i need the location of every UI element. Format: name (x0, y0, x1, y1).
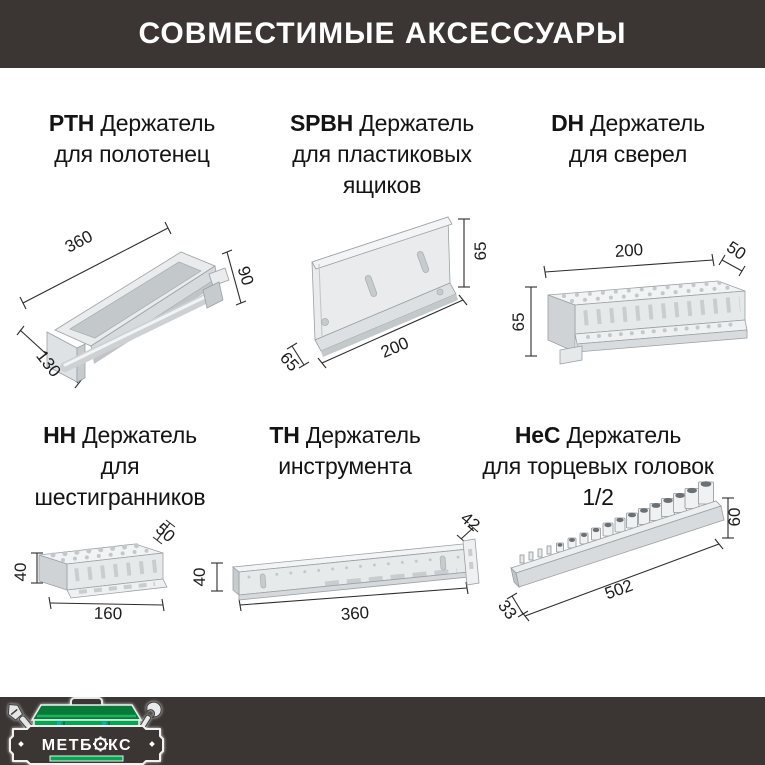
dim-label: 65 (275, 348, 303, 376)
product-title-pth (12, 108, 252, 170)
title-rest: инструмента (278, 453, 412, 479)
title-rest: для полотенец (54, 141, 210, 167)
dim-label: 502 (602, 575, 636, 604)
dim-label: 33 (494, 596, 521, 623)
product-title-spbh (262, 108, 502, 201)
title-rest: для торцевых головок 1/2 (482, 453, 714, 510)
product-render-th (190, 495, 490, 635)
socket-holder-illustration (480, 470, 765, 645)
dim-label: 200 (378, 333, 412, 362)
logo-green-bar (50, 756, 123, 761)
title-line1: TH Держатель (269, 422, 421, 448)
dim-label: 42 (456, 508, 484, 535)
product-render-dh (508, 225, 760, 390)
title-rest: для шестигранников (34, 453, 206, 510)
dim-label: 90 (233, 263, 258, 288)
brand-text-right: КС (108, 737, 133, 754)
dim-label: 50 (723, 237, 750, 264)
dim-label: 360 (61, 226, 96, 257)
product-render-spbh (268, 210, 498, 380)
brand-text-left: МЕТБ (41, 737, 93, 754)
dim-label: 50 (151, 519, 179, 547)
dim-label: 160 (93, 603, 123, 624)
product-render-pth (15, 212, 258, 390)
gear-icon (93, 737, 108, 752)
title-line1: PTH Держатель (48, 110, 216, 136)
dim-label: 360 (340, 603, 370, 624)
title-rest: для пластиковых ящиков (292, 141, 472, 198)
title-line1: HH Держатель (43, 422, 197, 448)
dim-label: 65 (471, 241, 490, 261)
page-title: СОВМЕСТИМЫЕ АКСЕССУАРЫ (138, 17, 627, 50)
metbox-logo (5, 697, 168, 765)
hex-holder-illustration (15, 495, 235, 635)
product-render-hh (11, 495, 235, 635)
header-band (0, 0, 765, 68)
dim-label: 40 (190, 567, 209, 587)
title-line1: HeC Держатель (514, 422, 682, 448)
product-render-hec (480, 470, 765, 645)
dim-label: 65 (509, 312, 528, 332)
product-title-dh (508, 108, 748, 170)
title-line1: DH Держатель (551, 110, 705, 136)
title-rest: для сверел (568, 141, 688, 167)
title-line1: SPBH Держатель (289, 110, 475, 136)
dim-label: 40 (11, 562, 30, 582)
dim-label: 130 (32, 346, 65, 381)
product-title-th (225, 420, 465, 482)
dim-label: 60 (725, 507, 744, 527)
dim-label: 200 (614, 240, 644, 261)
